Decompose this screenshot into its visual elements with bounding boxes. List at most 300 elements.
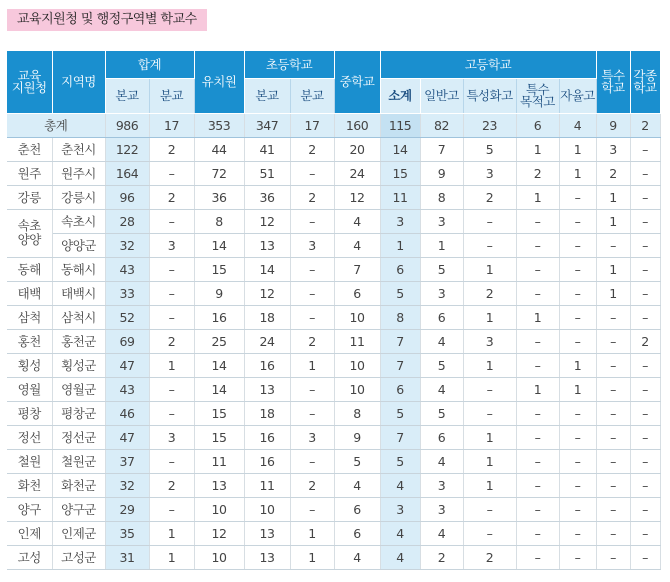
value-cell: 2 xyxy=(290,329,334,353)
value-cell: – xyxy=(290,497,334,521)
value-cell: – xyxy=(516,521,559,545)
table-row xyxy=(7,497,660,521)
header-high-autonomous: 자율고 xyxy=(559,78,596,113)
value-cell: 15 xyxy=(194,401,244,425)
office-cell: 정선 xyxy=(7,425,52,449)
table-row xyxy=(7,377,660,401)
value-cell: 1 xyxy=(149,521,194,545)
value-cell: 5 xyxy=(334,449,380,473)
table-row xyxy=(7,353,660,377)
value-cell: – xyxy=(630,521,660,545)
value-cell: 11 xyxy=(244,473,290,497)
value-cell: 1 xyxy=(290,353,334,377)
value-cell: 2 xyxy=(290,473,334,497)
value-cell: 8 xyxy=(194,209,244,233)
value-cell: 14 xyxy=(194,353,244,377)
value-cell: 7 xyxy=(380,329,420,353)
value-cell: – xyxy=(559,209,596,233)
value-cell: 1 xyxy=(559,161,596,185)
office-cell: 평창 xyxy=(7,401,52,425)
value-cell: – xyxy=(596,425,630,449)
office-cell: 원주 xyxy=(7,161,52,185)
value-cell: 13 xyxy=(244,521,290,545)
value-cell: 3 xyxy=(149,425,194,449)
value-cell: – xyxy=(630,305,660,329)
value-cell: 43 xyxy=(105,257,149,281)
value-cell: 6 xyxy=(380,377,420,401)
value-cell: – xyxy=(596,545,630,569)
value-cell: 18 xyxy=(244,401,290,425)
total-cell: 353 xyxy=(194,113,244,137)
value-cell: 6 xyxy=(334,521,380,545)
table-row xyxy=(7,257,660,281)
value-cell: – xyxy=(149,449,194,473)
value-cell: 3 xyxy=(420,497,463,521)
value-cell: 6 xyxy=(334,497,380,521)
value-cell: 2 xyxy=(149,473,194,497)
value-cell: 4 xyxy=(420,329,463,353)
total-cell: 986 xyxy=(105,113,149,137)
table-row xyxy=(7,401,660,425)
value-cell: 11 xyxy=(380,185,420,209)
table-row xyxy=(7,521,660,545)
value-cell: 16 xyxy=(244,425,290,449)
value-cell: 1 xyxy=(596,185,630,209)
total-cell: 82 xyxy=(420,113,463,137)
value-cell: 9 xyxy=(194,281,244,305)
table-row xyxy=(7,545,660,569)
value-cell: 1 xyxy=(463,425,516,449)
value-cell: 7 xyxy=(420,137,463,161)
value-cell: 1 xyxy=(463,305,516,329)
region-cell: 속초시 xyxy=(52,209,105,233)
total-cell: 4 xyxy=(559,113,596,137)
value-cell: – xyxy=(630,377,660,401)
value-cell: 24 xyxy=(244,329,290,353)
value-cell: – xyxy=(149,161,194,185)
value-cell: 41 xyxy=(244,137,290,161)
value-cell: 10 xyxy=(244,497,290,521)
value-cell: 2 xyxy=(630,329,660,353)
value-cell: – xyxy=(516,257,559,281)
header-elementary: 초등학교 xyxy=(244,51,334,78)
office-cell: 속초 양양 xyxy=(7,209,52,257)
value-cell: – xyxy=(463,521,516,545)
value-cell: – xyxy=(290,281,334,305)
header-high-subtotal: 소계 xyxy=(380,78,420,113)
value-cell: – xyxy=(149,257,194,281)
region-cell: 인제군 xyxy=(52,521,105,545)
value-cell: – xyxy=(149,209,194,233)
value-cell: 44 xyxy=(194,137,244,161)
header-total: 합계 xyxy=(105,51,194,78)
region-cell: 양양군 xyxy=(52,233,105,257)
header-high-specialized: 특성화고 xyxy=(463,78,516,113)
header-special: 특수 학교 xyxy=(596,51,630,113)
value-cell: – xyxy=(149,497,194,521)
value-cell: 4 xyxy=(420,449,463,473)
value-cell: – xyxy=(559,329,596,353)
value-cell: – xyxy=(290,257,334,281)
value-cell: 96 xyxy=(105,185,149,209)
value-cell: 36 xyxy=(194,185,244,209)
value-cell: 4 xyxy=(380,473,420,497)
header-kindergarten: 유치원 xyxy=(194,51,244,113)
table-row xyxy=(7,305,660,329)
office-cell: 철원 xyxy=(7,449,52,473)
value-cell: 3 xyxy=(463,161,516,185)
table-row xyxy=(7,425,660,449)
value-cell: 1 xyxy=(463,449,516,473)
header-total-branch: 분교 xyxy=(149,78,194,113)
value-cell: 1 xyxy=(516,305,559,329)
value-cell: 43 xyxy=(105,377,149,401)
office-cell: 동해 xyxy=(7,257,52,281)
value-cell: – xyxy=(516,281,559,305)
value-cell: 47 xyxy=(105,353,149,377)
value-cell: 8 xyxy=(380,305,420,329)
value-cell: 13 xyxy=(244,377,290,401)
value-cell: – xyxy=(559,449,596,473)
value-cell: – xyxy=(559,185,596,209)
region-cell: 삼척시 xyxy=(52,305,105,329)
value-cell: 15 xyxy=(194,257,244,281)
value-cell: – xyxy=(559,305,596,329)
office-cell: 인제 xyxy=(7,521,52,545)
value-cell: – xyxy=(516,209,559,233)
total-cell: 9 xyxy=(596,113,630,137)
header-elem-branch: 분교 xyxy=(290,78,334,113)
value-cell: 5 xyxy=(420,401,463,425)
header-middle: 중학교 xyxy=(334,51,380,113)
value-cell: 16 xyxy=(194,305,244,329)
value-cell: 35 xyxy=(105,521,149,545)
value-cell: 12 xyxy=(194,521,244,545)
value-cell: 14 xyxy=(380,137,420,161)
region-cell: 춘천시 xyxy=(52,137,105,161)
value-cell: – xyxy=(596,305,630,329)
region-cell: 평창군 xyxy=(52,401,105,425)
value-cell: 2 xyxy=(149,185,194,209)
value-cell: 10 xyxy=(334,305,380,329)
value-cell: – xyxy=(559,281,596,305)
value-cell: 1 xyxy=(516,377,559,401)
total-cell: 2 xyxy=(630,113,660,137)
value-cell: – xyxy=(559,257,596,281)
header-high: 고등학교 xyxy=(380,51,596,78)
total-cell: 115 xyxy=(380,113,420,137)
value-cell: – xyxy=(290,377,334,401)
header-high-special-purpose: 특수 목적고 xyxy=(516,78,559,113)
table-row xyxy=(7,473,660,497)
value-cell: 164 xyxy=(105,161,149,185)
value-cell: 1 xyxy=(596,281,630,305)
value-cell: – xyxy=(149,281,194,305)
value-cell: – xyxy=(516,425,559,449)
header-region: 지역명 xyxy=(52,51,105,113)
value-cell: – xyxy=(630,185,660,209)
value-cell: 12 xyxy=(334,185,380,209)
value-cell: 31 xyxy=(105,545,149,569)
value-cell: 2 xyxy=(463,281,516,305)
value-cell: 122 xyxy=(105,137,149,161)
value-cell: 1 xyxy=(149,353,194,377)
value-cell: 14 xyxy=(244,257,290,281)
table-row xyxy=(7,161,660,185)
value-cell: – xyxy=(290,161,334,185)
value-cell: 2 xyxy=(290,185,334,209)
value-cell: 4 xyxy=(334,209,380,233)
value-cell: 3 xyxy=(149,233,194,257)
value-cell: 10 xyxy=(194,497,244,521)
value-cell: – xyxy=(149,401,194,425)
value-cell: 3 xyxy=(420,281,463,305)
value-cell: 11 xyxy=(194,449,244,473)
value-cell: 9 xyxy=(420,161,463,185)
value-cell: – xyxy=(596,449,630,473)
value-cell: – xyxy=(630,233,660,257)
value-cell: – xyxy=(516,449,559,473)
value-cell: 1 xyxy=(596,209,630,233)
office-cell: 태백 xyxy=(7,281,52,305)
value-cell: 2 xyxy=(596,161,630,185)
office-cell: 화천 xyxy=(7,473,52,497)
value-cell: 3 xyxy=(420,209,463,233)
region-cell: 영월군 xyxy=(52,377,105,401)
value-cell: – xyxy=(630,257,660,281)
value-cell: – xyxy=(149,305,194,329)
value-cell: 12 xyxy=(244,281,290,305)
value-cell: 3 xyxy=(380,209,420,233)
value-cell: 3 xyxy=(290,233,334,257)
value-cell: 16 xyxy=(244,353,290,377)
value-cell: 72 xyxy=(194,161,244,185)
value-cell: 8 xyxy=(420,185,463,209)
value-cell: 24 xyxy=(334,161,380,185)
total-cell: 6 xyxy=(516,113,559,137)
value-cell: 1 xyxy=(420,233,463,257)
value-cell: – xyxy=(559,521,596,545)
table-row xyxy=(7,281,660,305)
value-cell: 25 xyxy=(194,329,244,353)
value-cell: – xyxy=(630,401,660,425)
value-cell: 52 xyxy=(105,305,149,329)
value-cell: 16 xyxy=(244,449,290,473)
value-cell: 4 xyxy=(334,545,380,569)
value-cell: 2 xyxy=(463,185,516,209)
value-cell: 1 xyxy=(290,521,334,545)
total-row xyxy=(7,113,660,137)
value-cell: – xyxy=(516,401,559,425)
value-cell: 4 xyxy=(380,521,420,545)
value-cell: 2 xyxy=(420,545,463,569)
value-cell: – xyxy=(559,545,596,569)
value-cell: 32 xyxy=(105,473,149,497)
value-cell: 1 xyxy=(559,353,596,377)
total-cell: 17 xyxy=(290,113,334,137)
header-total-main: 본교 xyxy=(105,78,149,113)
value-cell: – xyxy=(463,497,516,521)
value-cell: 6 xyxy=(420,425,463,449)
value-cell: – xyxy=(516,545,559,569)
value-cell: – xyxy=(516,233,559,257)
value-cell: 3 xyxy=(420,473,463,497)
value-cell: 46 xyxy=(105,401,149,425)
value-cell: 2 xyxy=(463,545,516,569)
value-cell: 1 xyxy=(596,257,630,281)
region-cell: 고성군 xyxy=(52,545,105,569)
value-cell: 33 xyxy=(105,281,149,305)
office-cell: 삼척 xyxy=(7,305,52,329)
value-cell: 12 xyxy=(244,209,290,233)
value-cell: – xyxy=(559,233,596,257)
region-cell: 철원군 xyxy=(52,449,105,473)
office-cell: 양구 xyxy=(7,497,52,521)
value-cell: 7 xyxy=(334,257,380,281)
value-cell: – xyxy=(516,473,559,497)
total-cell: 17 xyxy=(149,113,194,137)
page-title: 교육지원청 및 행정구역별 학교수 xyxy=(7,9,207,31)
value-cell: 1 xyxy=(149,545,194,569)
value-cell: – xyxy=(463,209,516,233)
table-row xyxy=(7,233,660,257)
value-cell: – xyxy=(596,401,630,425)
value-cell: 4 xyxy=(334,473,380,497)
table-header xyxy=(7,51,660,113)
value-cell: 6 xyxy=(334,281,380,305)
value-cell: 2 xyxy=(516,161,559,185)
value-cell: 8 xyxy=(334,401,380,425)
value-cell: – xyxy=(559,425,596,449)
value-cell: 10 xyxy=(194,545,244,569)
value-cell: – xyxy=(630,425,660,449)
value-cell: 29 xyxy=(105,497,149,521)
value-cell: – xyxy=(290,449,334,473)
value-cell: 37 xyxy=(105,449,149,473)
value-cell: 4 xyxy=(380,545,420,569)
value-cell: 13 xyxy=(244,545,290,569)
value-cell: 5 xyxy=(463,137,516,161)
value-cell: 9 xyxy=(334,425,380,449)
header-misc: 각종 학교 xyxy=(630,51,660,113)
school-count-table xyxy=(7,51,661,570)
value-cell: – xyxy=(290,401,334,425)
value-cell: – xyxy=(463,401,516,425)
total-cell: 23 xyxy=(463,113,516,137)
value-cell: 1 xyxy=(559,377,596,401)
table-row xyxy=(7,137,660,161)
region-cell: 강릉시 xyxy=(52,185,105,209)
value-cell: 15 xyxy=(194,425,244,449)
value-cell: – xyxy=(559,473,596,497)
value-cell: 3 xyxy=(380,497,420,521)
value-cell: – xyxy=(630,161,660,185)
value-cell: – xyxy=(149,377,194,401)
value-cell: 2 xyxy=(149,137,194,161)
value-cell: 14 xyxy=(194,233,244,257)
value-cell: 4 xyxy=(420,521,463,545)
value-cell: 13 xyxy=(244,233,290,257)
value-cell: – xyxy=(630,545,660,569)
header-high-general: 일반고 xyxy=(420,78,463,113)
value-cell: 69 xyxy=(105,329,149,353)
value-cell: 6 xyxy=(380,257,420,281)
value-cell: – xyxy=(516,497,559,521)
region-cell: 태백시 xyxy=(52,281,105,305)
value-cell: 2 xyxy=(149,329,194,353)
value-cell: 11 xyxy=(334,329,380,353)
value-cell: 1 xyxy=(516,185,559,209)
value-cell: 1 xyxy=(463,473,516,497)
value-cell: 1 xyxy=(463,257,516,281)
value-cell: 47 xyxy=(105,425,149,449)
value-cell: 4 xyxy=(420,377,463,401)
table-row xyxy=(7,449,660,473)
total-label: 총계 xyxy=(7,113,105,137)
region-cell: 양구군 xyxy=(52,497,105,521)
value-cell: 14 xyxy=(194,377,244,401)
value-cell: – xyxy=(290,305,334,329)
value-cell: 5 xyxy=(380,281,420,305)
region-cell: 횡성군 xyxy=(52,353,105,377)
value-cell: 7 xyxy=(380,353,420,377)
value-cell: – xyxy=(630,353,660,377)
value-cell: 51 xyxy=(244,161,290,185)
total-cell: 160 xyxy=(334,113,380,137)
value-cell: 10 xyxy=(334,353,380,377)
region-cell: 홍천군 xyxy=(52,329,105,353)
value-cell: 3 xyxy=(463,329,516,353)
value-cell: 28 xyxy=(105,209,149,233)
header-office: 교육 지원청 xyxy=(7,51,52,113)
value-cell: 5 xyxy=(380,449,420,473)
value-cell: – xyxy=(516,353,559,377)
value-cell: – xyxy=(596,353,630,377)
value-cell: – xyxy=(596,497,630,521)
value-cell: 20 xyxy=(334,137,380,161)
value-cell: 3 xyxy=(290,425,334,449)
value-cell: – xyxy=(630,137,660,161)
value-cell: 5 xyxy=(420,257,463,281)
value-cell: 32 xyxy=(105,233,149,257)
value-cell: 4 xyxy=(334,233,380,257)
value-cell: 18 xyxy=(244,305,290,329)
value-cell: 2 xyxy=(290,137,334,161)
region-cell: 원주시 xyxy=(52,161,105,185)
value-cell: – xyxy=(596,473,630,497)
office-cell: 강릉 xyxy=(7,185,52,209)
value-cell: – xyxy=(596,233,630,257)
value-cell: – xyxy=(516,329,559,353)
table-row xyxy=(7,329,660,353)
value-cell: 1 xyxy=(516,137,559,161)
value-cell: – xyxy=(630,449,660,473)
table-row xyxy=(7,185,660,209)
value-cell: 36 xyxy=(244,185,290,209)
value-cell: 1 xyxy=(463,353,516,377)
value-cell: – xyxy=(630,209,660,233)
table-body xyxy=(7,113,660,569)
value-cell: – xyxy=(290,209,334,233)
value-cell: 10 xyxy=(334,377,380,401)
value-cell: – xyxy=(630,281,660,305)
region-cell: 화천군 xyxy=(52,473,105,497)
office-cell: 횡성 xyxy=(7,353,52,377)
value-cell: 1 xyxy=(559,137,596,161)
value-cell: 5 xyxy=(420,353,463,377)
value-cell: 7 xyxy=(380,425,420,449)
value-cell: 3 xyxy=(596,137,630,161)
